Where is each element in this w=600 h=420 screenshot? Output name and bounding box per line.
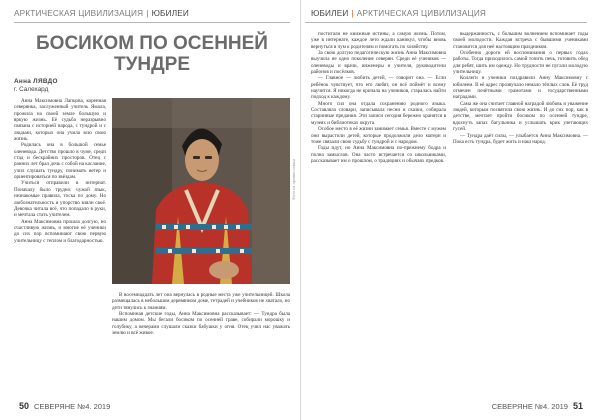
paragraph: Особое место в её жизни занимает семья. Вместе с мужем они вырастили детей, которые продолжили дело матери и тоже связали свою судьбу с тундрой и с народом. <box>311 126 446 145</box>
magazine-issue: СЕВЕРЯНЕ №4. 2019 <box>491 402 568 411</box>
author-place: г. Салехард <box>14 86 49 93</box>
running-head-left <box>14 9 189 21</box>
portrait-illustration <box>112 98 290 284</box>
paragraph: Родилась она в большой семье оленевода. Детство прошло в чуме, среди стад и бескрайних просторов. Отец с ранних лет брал дочь с собой на каслание, учил слушать тундру, понимать ветер и ориентироваться по звёздам. <box>14 142 106 181</box>
paragraph: — Главное — любить детей, — говорит она. — Если ребёнок чувствует, что его любят, он всё поймёт и всему научится. Я никогда не кричала на учеников, старалась найти подход к каждому. <box>311 75 446 101</box>
paragraph: За свою долгую педагогическую жизнь Анна Максимовна выучила не одно поколение северян. Среди её учеников — оленеводы и врачи, инженеры и учителя, руководители районов и посёлков. <box>311 50 446 76</box>
paragraph: Коллеги и ученики поздравили Анну Максимовну с юбилеем. В её адрес прозвучало немало тёплых слов. Её труд отмечен почётными грамотами и государственными наградами. <box>453 75 588 101</box>
running-head-rubric: ЮБИЛЕИ <box>151 9 190 18</box>
paragraph: Анна Максимовна Лапцова, коренная северянка, заслуженный учитель Ямала, прожила на своей земле большую и яркую жизнь. Её судьба неразрывно связана с историей народа, с тундрой и с людьми, которых она учила всю свою жизнь. <box>14 98 106 143</box>
footer-left <box>14 401 110 411</box>
paragraph: выдержанность, с большим волнением вспоминает годы своей молодости. Каждая встреча с бывшими учениками становится для неё настоящим праздником. <box>453 31 588 50</box>
text-column-1 <box>14 98 106 394</box>
page-number: 51 <box>572 401 583 411</box>
paragraph: Особенно дороги ей воспоминания о первых годах работы. Тогда приходилось самой топить печь, готовить обед для ребят, шить им одежду. Но трудности не пугали молодую учительницу. <box>453 50 588 76</box>
byline <box>14 78 58 94</box>
paragraph: В восемнадцать лет она вернулась в родные места уже учительницей. Школа размещалась в небольшом деревянном доме, тетрадей и учебников не хватало, но дети тянулись к знаниям. <box>112 292 290 311</box>
running-head-rubric: ЮБИЛЕИ <box>311 9 349 18</box>
text-column-2 <box>112 292 290 394</box>
author-name: Анна ЛЯВДО <box>14 78 58 85</box>
paragraph: Вспоминая детские годы, Анна Максимовна рассказывает: — Тундра была нашим домом. Мы бегали босиком по осенней траве, собирали морошку и голубику, а вечерами слушали сказки бабушки у огня. Отец учил нас уважать землю и всё живое. <box>112 311 290 337</box>
right-page <box>300 0 600 420</box>
header-rule <box>305 22 587 23</box>
running-head-right <box>311 9 486 21</box>
paragraph: Много сил она отдала сохранению родного языка. Составляла словари, записывала песни и сказки, собирала старинные предания. Эти записи сегодня бережно хранятся в музеях и библиотеках округа. <box>311 100 446 126</box>
magazine-issue: СЕВЕРЯНЕ №4. 2019 <box>34 402 111 411</box>
running-head-separator: | <box>146 9 149 18</box>
paragraph: — Тундра даёт силы, — улыбается Анна Максимовна. — Пока есть тундра, будет жить и наш народ. <box>453 132 588 145</box>
paragraph: Анна Максимовна прошла долгую, но счастливую жизнь, и многие её ученики до сих пор вспоминают свою первую учительницу с теплом и благодарностью. <box>14 218 106 244</box>
paragraph: постигали не книжные истины, а самую жизнь. Потом, уже в интернате, каждое лето ждали каникул, чтобы вновь вернуться в чум к родителям и помогать по хозяйству. <box>311 31 446 50</box>
photo-credit: Фото из архива семьи <box>291 159 296 200</box>
text-column-3 <box>311 31 446 394</box>
page-number: 50 <box>19 401 30 411</box>
portrait-photo <box>112 98 290 284</box>
running-head-section: АРКТИЧЕСКАЯ ЦИВИЛИЗАЦИЯ <box>356 9 487 18</box>
paragraph: Учиться отправили в интернат. Поначалу было трудно: чужой язык, незнакомые правила, тоска по дому. Но любознательность и упорство взяли своё. Девочка читала всё, что попадало в руки, и мечтала стать учителем. <box>14 180 106 219</box>
footer-right <box>492 401 588 411</box>
header-rule <box>14 22 290 23</box>
paragraph: Годы идут, но Анна Максимовна по-прежнему бодра и полна замыслов. Она часто встречается со школьниками, рассказывает им о прошлом, о традициях и обычаях предков. <box>311 145 446 164</box>
running-head-section: АРКТИЧЕСКАЯ ЦИВИЛИЗАЦИЯ <box>14 9 144 18</box>
article-title: БОСИКОМ ПО ОСЕННЕЙ ТУНДРЕ <box>36 33 268 75</box>
paragraph: Сама же она считает главной наградой любовь и уважение людей, которым посвятила свою жизнь. И до сих пор, как в детстве, мечтает пройти босиком по осенней тундре, вдохнуть запах багульника и услышать крик улетающих гусей. <box>453 100 588 133</box>
running-head-separator: | <box>351 9 354 18</box>
text-column-4 <box>453 31 588 394</box>
